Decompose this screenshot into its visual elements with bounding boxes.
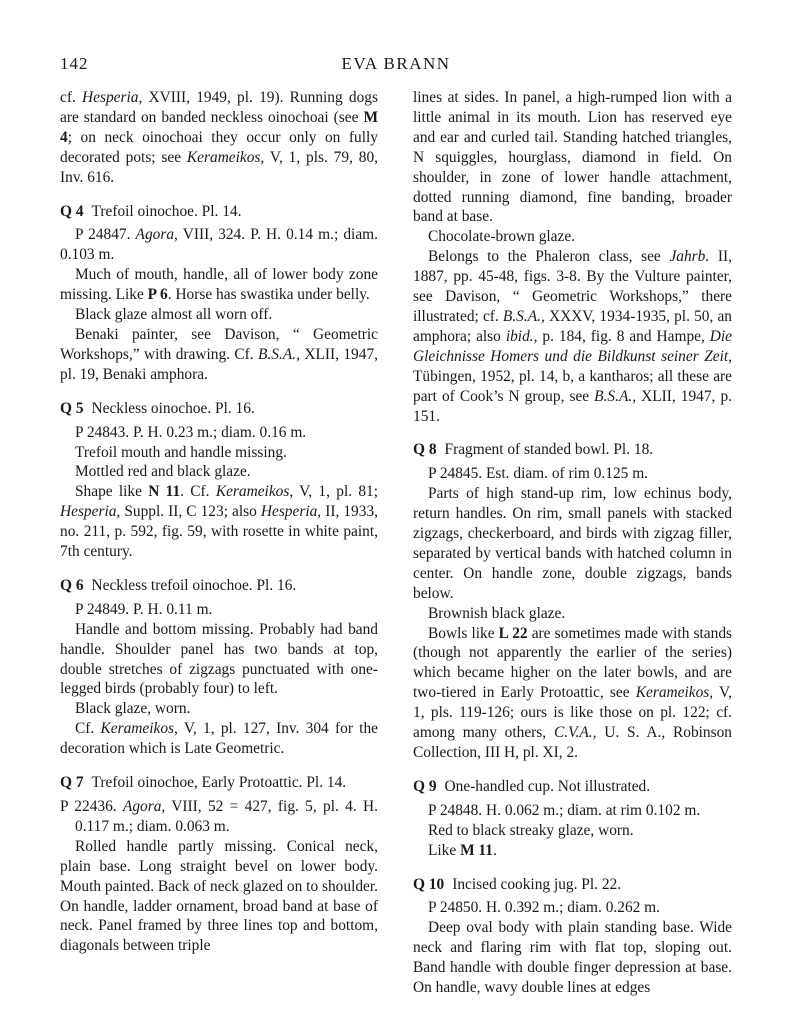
catalogue-entry-q7-continued bbox=[413, 88, 732, 426]
text-run: P 22436. bbox=[60, 798, 123, 815]
left-column bbox=[60, 88, 378, 970]
text-run: XLII, 1947, pl. 19, Benaki amphora. bbox=[60, 345, 378, 383]
text-run: P 24850. H. 0.392 m.; diam. 0.262 m. bbox=[428, 899, 661, 917]
cross-reference: M 4 bbox=[60, 108, 378, 146]
catalogue-entry-q7 bbox=[60, 773, 378, 956]
running-head-author: EVA BRANN bbox=[341, 54, 451, 73]
citation-title: Hesperia, bbox=[260, 503, 322, 521]
text-run: Trefoil mouth and handle missing. bbox=[75, 443, 287, 461]
citation-title: B.S.A., bbox=[258, 345, 300, 363]
catalogue-entry-q10 bbox=[413, 875, 732, 998]
entry-paragraph bbox=[60, 423, 378, 443]
citation-title: B.S.A., bbox=[594, 387, 637, 405]
entry-id: Q 9 bbox=[413, 777, 437, 795]
entry-title: Neckless oinochoe. Pl. 16. bbox=[91, 399, 255, 417]
text-run: V, 1, pls. 119-126; ours is like those on pl. 122; cf. among many others, bbox=[413, 684, 732, 742]
text-run: Brownish black glaze. bbox=[428, 604, 566, 622]
text-run: Suppl. II, C 123; also bbox=[120, 503, 261, 521]
entry-paragraph bbox=[413, 484, 732, 603]
text-run: Chocolate-brown glaze. bbox=[428, 228, 576, 246]
citation-title: B.S.A., bbox=[502, 307, 545, 325]
citation-title: Die Gleichnisse Homers und die Bildkunst seiner Zeit, bbox=[413, 327, 733, 365]
text-run: . Horse has swastika under belly. bbox=[167, 286, 370, 304]
text-run: Cf. bbox=[75, 720, 101, 738]
entry-paragraph bbox=[60, 325, 378, 385]
text-run: Black glaze almost all worn off. bbox=[75, 306, 273, 324]
entry-paragraph bbox=[60, 265, 378, 305]
text-run: Red to black streaky glaze, worn. bbox=[428, 821, 634, 839]
entry-title: Neckless trefoil oinochoe. Pl. 16. bbox=[91, 576, 297, 594]
right-column bbox=[413, 88, 732, 1012]
entry-paragraph bbox=[413, 918, 732, 998]
text-run: Belongs to the Phaleron class, see bbox=[428, 248, 670, 266]
entry-heading bbox=[60, 576, 378, 596]
entry-paragraph bbox=[60, 225, 378, 265]
citation-title: Agora, bbox=[135, 226, 178, 244]
text-run: ; on neck oinochoai they occur only on fully decorated pots; see bbox=[60, 128, 378, 166]
text-run: Benaki painter, see Davison, “ Geometric Workshops,” with drawing. Cf. bbox=[60, 325, 378, 363]
text-run: P 24848. H. 0.062 m.; diam. at rim 0.102 m. bbox=[428, 801, 701, 819]
text-run: V, 1, pl. 81; bbox=[293, 483, 379, 501]
citation-title: Agora, bbox=[122, 798, 166, 815]
page-header bbox=[60, 54, 732, 78]
entry-heading bbox=[413, 875, 732, 895]
catalogue-entry-q6 bbox=[60, 576, 378, 759]
entry-paragraph bbox=[413, 227, 732, 247]
page-number: 142 bbox=[60, 54, 89, 73]
citation-title: Kerameikos, bbox=[635, 684, 714, 702]
entry-title: Trefoil oinochoe, Early Protoattic. Pl. 14. bbox=[91, 774, 347, 792]
text-run: P 24847. bbox=[75, 226, 136, 244]
entry-heading bbox=[60, 202, 378, 222]
intro-continuation bbox=[60, 88, 378, 188]
entry-paragraph bbox=[413, 898, 732, 918]
text-run: Much of mouth, handle, all of lower body zone missing. Like bbox=[60, 266, 378, 304]
text-run: . Cf. bbox=[180, 483, 216, 501]
entry-id: Q 10 bbox=[413, 875, 445, 893]
catalogue-entry-q9 bbox=[413, 777, 732, 861]
text-run: P 24849. P. H. 0.11 m. bbox=[75, 600, 213, 618]
entry-id: Q 7 bbox=[60, 774, 84, 792]
entry-paragraph bbox=[60, 443, 378, 463]
entry-paragraph bbox=[60, 600, 378, 620]
entry-id: Q 4 bbox=[60, 202, 84, 220]
text-run: XVIII, 1949, pl. 19). Running dogs are standard on banded neckless oinochoai (see bbox=[60, 89, 378, 126]
citation-title: Jahrb. bbox=[669, 248, 710, 266]
citation-title: ibid., bbox=[505, 327, 538, 345]
entry-paragraph bbox=[413, 88, 732, 227]
citation-title: Kerameikos, bbox=[215, 483, 294, 501]
text-run: . bbox=[492, 841, 497, 859]
text-run: II, 1933, no. 211, p. 592, fig. 59, with rosette in white paint, 7th century. bbox=[60, 503, 378, 561]
catalogue-entry-q5 bbox=[60, 399, 378, 562]
entry-title: Fragment of standed bowl. Pl. 18. bbox=[444, 441, 654, 459]
entry-title: Trefoil oinochoe. Pl. 14. bbox=[91, 202, 242, 220]
catalogue-entry-q4 bbox=[60, 202, 378, 385]
entry-heading bbox=[60, 773, 378, 793]
entry-title: Incised cooking jug. Pl. 22. bbox=[452, 875, 622, 893]
entry-heading bbox=[60, 399, 378, 419]
citation-title: C.V.A., bbox=[553, 724, 597, 742]
entry-paragraph bbox=[60, 482, 378, 562]
text-run: Mottled red and black glaze. bbox=[75, 463, 251, 481]
text-run: Bowls like bbox=[428, 624, 499, 642]
text-run: cf. bbox=[60, 89, 83, 106]
text-run: Tübingen, 1952, pl. 14, b, a kantharos; all these are part of Cook’s N group, see bbox=[413, 367, 732, 405]
text-run: V, 1, pl. 127, Inv. 304 for the decoration which is Late Geometric. bbox=[60, 720, 378, 758]
entry-paragraph bbox=[413, 604, 732, 624]
entry-heading bbox=[413, 440, 732, 460]
text-run: VIII, 52 = 427, fig. 5, pl. 4. H. 0.117 m.; diam. 0.063 m. bbox=[75, 798, 378, 835]
text-run: lines at sides. In panel, a high-rumped lion with a little animal in its mouth. Lion has reserved eye and ear and curled tail. Standing hatched triangles, N squiggles, hourglass, diamond in field. On shoulder, in zone of lower handle attachment, dotted running diamond, fine banding, broader band at base. bbox=[413, 89, 732, 226]
entry-paragraph bbox=[60, 620, 378, 700]
text-run: Handle and bottom missing. Probably had band handle. Shoulder panel has two bands at top, double stretches of zigzags punctuated with one-legged birds (probably four) to left. bbox=[60, 620, 378, 698]
text-run: are sometimes made with stands (though not apparently the earlier of the series) which became higher on the later bowls, and are two-tiered in Early Protoattic, see bbox=[413, 624, 733, 702]
text-run: Black glaze, worn. bbox=[75, 700, 191, 718]
text-run: Like bbox=[428, 841, 461, 859]
text-run: Parts of high stand-up rim, low echinus body, return handles. On rim, small panels with stacked zigzags, checkerboard, and birds with zigzag filler, separated by vertical bands with hatched column in center. On handle zone, double zigzags, bands below. bbox=[413, 485, 732, 602]
cross-reference: L 22 bbox=[498, 624, 528, 642]
entry-paragraph bbox=[60, 797, 378, 837]
entry-paragraph bbox=[413, 801, 732, 821]
entry-paragraph bbox=[413, 464, 732, 484]
entry-paragraph bbox=[413, 841, 732, 861]
cross-reference: M 11 bbox=[460, 841, 493, 859]
entry-heading bbox=[413, 777, 732, 797]
entry-paragraph bbox=[60, 719, 378, 759]
citation-title: Kerameikos, bbox=[186, 148, 265, 166]
text-run: II, 1887, pp. 45-48, figs. 3-8. By the Vulture painter, see Davison, “ Geometric Workshops,” there illustrated; cf. bbox=[413, 248, 732, 325]
text-run: P 24843. P. H. 0.23 m.; diam. 0.16 m. bbox=[75, 423, 307, 441]
entry-paragraph bbox=[413, 247, 732, 426]
catalogue-entry-q8 bbox=[413, 440, 732, 763]
text-run: VIII, 324. P. H. 0.14 m.; diam. 0.103 m. bbox=[60, 226, 378, 264]
entry-id: Q 8 bbox=[413, 441, 437, 459]
text-run: U. S. A., Robinson Collection, III H, pl. XI, 2. bbox=[413, 724, 732, 761]
text-run: p. 184, fig. 8 and Hampe, bbox=[537, 327, 710, 345]
intro-paragraph bbox=[60, 88, 378, 188]
cross-reference: N 11 bbox=[148, 483, 181, 501]
entry-title: One-handled cup. Not illustrated. bbox=[444, 777, 651, 795]
entry-paragraph bbox=[60, 837, 378, 956]
text-run: V, 1, pls. 79, 80, Inv. 616. bbox=[60, 148, 378, 186]
text-run: Rolled handle partly missing. Conical neck, plain base. Long straight bevel on lower body. Mouth painted. Back of neck glazed on to shoulder. On handle, ladder ornament, broad band at base of neck. Panel framed by three lines top and bottom, diagonals between triple bbox=[60, 837, 378, 955]
entry-id: Q 5 bbox=[60, 399, 84, 417]
citation-title: Hesperia, bbox=[60, 503, 121, 521]
cross-reference: P 6 bbox=[147, 286, 168, 304]
entry-paragraph bbox=[60, 305, 378, 325]
entry-paragraph bbox=[413, 821, 732, 841]
text-run: Shape like bbox=[75, 483, 149, 501]
entry-paragraph bbox=[60, 462, 378, 482]
entry-paragraph bbox=[413, 624, 732, 763]
text-run: XLII, 1947, p. 151. bbox=[413, 387, 732, 425]
entry-id: Q 6 bbox=[60, 576, 84, 594]
citation-title: Kerameikos, bbox=[100, 720, 178, 738]
citation-title: Hesperia, bbox=[82, 89, 143, 106]
text-run: XXXV, 1934-1935, pl. 50, an amphora; also bbox=[413, 307, 732, 345]
entry-paragraph bbox=[60, 699, 378, 719]
text-run: P 24845. Est. diam. of rim 0.125 m. bbox=[428, 465, 649, 483]
text-run: Deep oval body with plain standing base. Wide neck and flaring rim with flat top, sloping out. Band handle with double finger depression at base. On handle, wavy double lines at edges bbox=[413, 919, 732, 997]
